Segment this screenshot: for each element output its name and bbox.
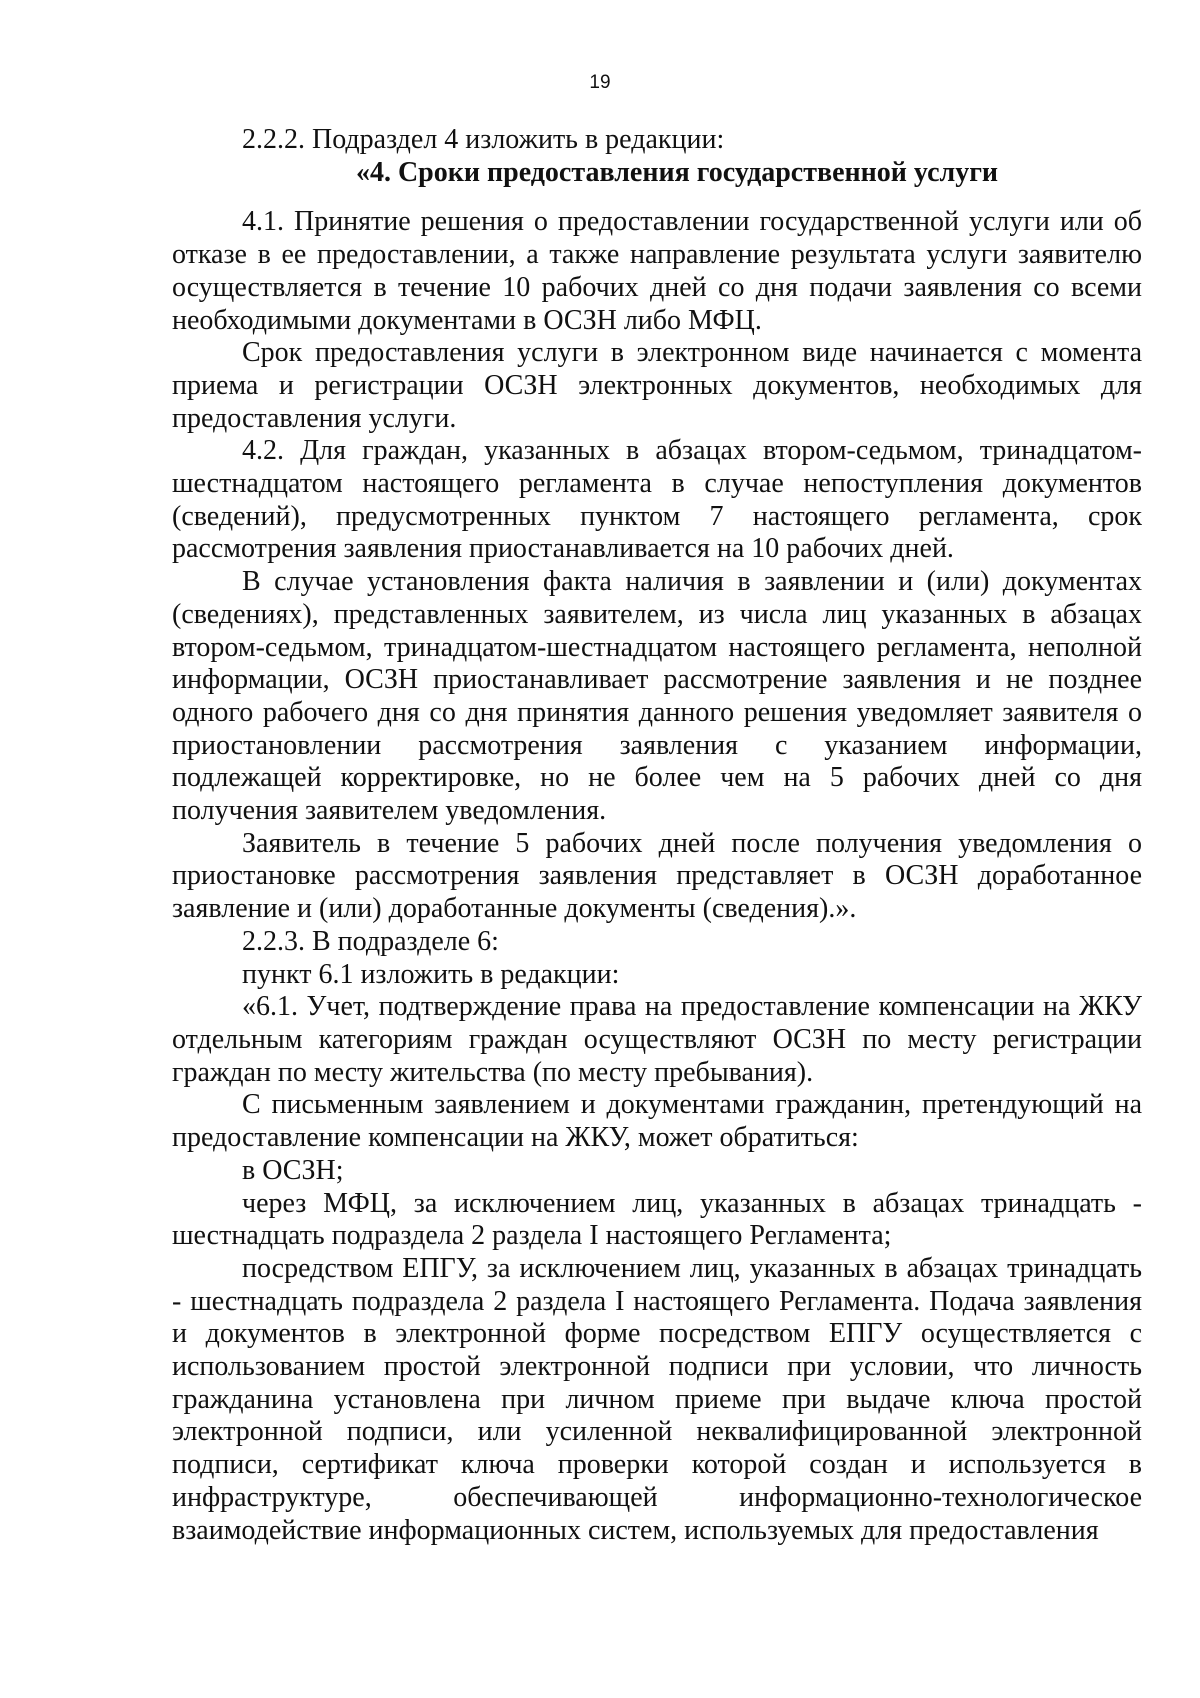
paragraph-4-1: 4.1. Принятие решения о предоставлении государственной услуги или об отказе в ее предоставлении, а также направление результата услуги заявителю осуществляется в течение 10 рабочих дней со дня подачи заявления со всеми необходимыми документами в ОСЗН либо МФЦ. [172, 206, 1142, 336]
paragraph-2-2-3: 2.2.3. В подразделе 6: [242, 925, 499, 957]
paragraph-suspension: В случае установления факта наличия в заявлении и (или) документах (сведениях), представленных заявителем, из числа лиц указанных в абзацах втором-седьмом, тринадцатом-шестнадцатом настоящего регламента, неполной информации, ОСЗН приостанавливает рассмотрение заявления и не позднее одного рабочего дня со дня принятия данного решения уведомляет заявителя о приостановлении рассмотрения заявления с указанием информации, подлежащей корректировке, но не более чем на 5 рабочих дней со дня получения заявителем уведомления. [172, 566, 1142, 827]
paragraph-option-epgu: посредством ЕПГУ, за исключением лиц, указанных в абзацах тринадцать - шестнадцать подраздела 2 раздела I настоящего Регламента. Подача заявления и документов в электронной форме посредством ЕПГУ осуществляется с использованием простой электронной подписи при условии, что личность гражданина установлена при личном приеме при выдаче ключа простой электронной подписи, или усиленной неквалифицированной электронной подписи, сертификат ключа проверки которой создан и используется в инфраструктуре, обеспечивающей информационно-технологическое взаимодействие информационных систем, используемых для предоставления [172, 1252, 1142, 1546]
paragraph-electronic-term: Срок предоставления услуги в электронном виде начинается с момента приема и регистрации ОСЗН электронных документов, необходимых для предоставления услуги. [172, 337, 1142, 434]
paragraph-applicant-revision: Заявитель в течение 5 рабочих дней после получения уведомления о приостановке рассмотрения заявления представляет в ОСЗН доработанное заявление и (или) доработанные документы (сведения).». [172, 827, 1142, 925]
section-heading: «4. Сроки предоставления государственной услуги [355, 156, 999, 188]
paragraph-option-mfc: через МФЦ, за исключением лиц, указанных в абзацах тринадцать - шестнадцать подраздела 2 раздела I настоящего Регламента; [172, 1187, 1142, 1252]
paragraph-6-1: «6.1. Учет, подтверждение права на предоставление компенсации на ЖКУ отдельным категориям граждан осуществляют ОСЗН по месту регистрации граждан по месту жительства (по месту пребывания). [172, 991, 1142, 1088]
paragraph-apply-options: С письменным заявлением и документами гражданин, претендующий на предоставление компенсации на ЖКУ, может обратиться: [172, 1089, 1142, 1154]
paragraph-item-6-1-intro: пункт 6.1 изложить в редакции: [242, 958, 620, 990]
page-number: 19 [589, 72, 611, 93]
paragraph-option-oszn: в ОСЗН; [242, 1154, 344, 1186]
paragraph-2-2-2: 2.2.2. Подраздел 4 изложить в редакции: [242, 124, 725, 155]
document-body [172, 124, 1142, 1547]
paragraph-4-2: 4.2. Для граждан, указанных в абзацах втором-седьмом, тринадцатом-шестнадцатом настоящего регламента в случае непоступления документов (сведений), предусмотренных пунктом 7 настоящего регламента, срок рассмотрения заявления приостанавливается на 10 рабочих дней. [172, 435, 1142, 565]
